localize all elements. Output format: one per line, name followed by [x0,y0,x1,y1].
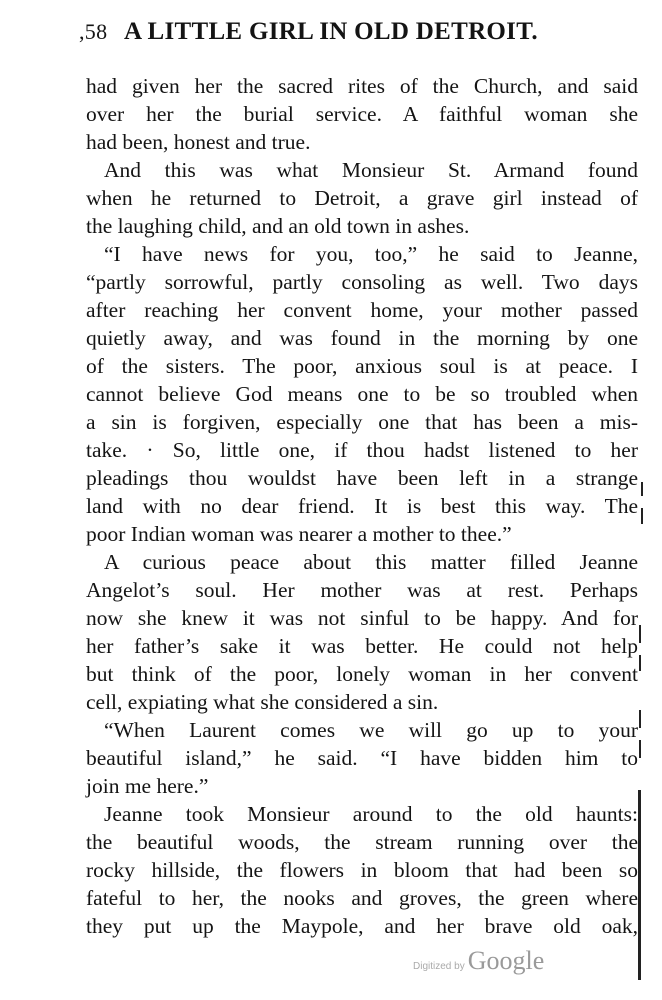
digitized-by-label: Digitized by [413,961,465,972]
text-line: over her the burial service. A faithful woman she [86,102,638,126]
scan-edge-mark [639,625,641,643]
text-line: a sin is forgiven, especially one that has been a mis- [86,410,638,434]
text-line: now she knew it was not sinful to be happy. And for [86,606,638,630]
running-header [79,18,538,46]
text-line: “I have news for you, too,” he said to Jeanne, [104,242,638,266]
text-line: join me here.” [86,774,209,798]
text-line: but think of the poor, lonely woman in her convent [86,662,638,686]
scan-edge-mark [641,508,643,524]
text-line: cannot believe God means one to be so troubled when [86,382,638,406]
text-line: after reaching her convent home, your mother passed [86,298,638,322]
text-line: Angelot’s soul. Her mother was at rest. Perhaps [86,578,638,602]
text-line: of the sisters. The poor, anxious soul is at peace. I [86,354,638,378]
text-line: poor Indian woman was nearer a mother to thee.” [86,522,512,546]
text-line: “When Laurent comes we will go up to your [104,718,638,742]
page-number: ,58 [79,19,108,44]
scan-edge-mark [641,482,643,496]
scan-edge-mark [639,740,641,758]
text-line: quietly away, and was found in the morning by one [86,326,638,350]
text-line: beautiful island,” he said. “I have bidden him to [86,746,638,770]
digitized-watermark [413,946,544,976]
text-line: had been, honest and true. [86,130,311,154]
text-line: And this was what Monsieur St. Armand found [104,158,638,182]
text-line: A curious peace about this matter filled Jeanne [104,550,638,574]
scan-edge-mark [639,710,641,728]
text-line: land with no dear friend. It is best this way. The [86,494,638,518]
text-line: her father’s sake it was better. He could not help [86,634,638,658]
text-line: rocky hillside, the flowers in bloom that had been so [86,858,638,882]
text-line: the beautiful woods, the stream running over the [86,830,638,854]
text-line: cell, expiating what she considered a sin. [86,690,439,714]
text-line: “partly sorrowful, partly consoling as well. Two days [86,270,638,294]
text-line: they put up the Maypole, and her brave old oak, [86,914,638,938]
text-line: fateful to her, the nooks and groves, the green where [86,886,638,910]
scan-edge-mark [639,655,641,671]
running-title: A LITTLE GIRL IN OLD DETROIT. [123,18,538,45]
google-logo-text: Google [467,946,545,975]
scan-edge-mark [638,790,641,980]
text-line: Jeanne took Monsieur around to the old haunts: [104,802,638,826]
text-line: pleadings thou wouldst have been left in a strange [86,466,638,490]
page-body-text [86,72,638,940]
text-line: the laughing child, and an old town in ashes. [86,214,470,238]
text-line: had given her the sacred rites of the Church, and said [86,74,638,98]
text-line: when he returned to Detroit, a grave girl instead of [86,186,638,210]
text-line: take. · So, little one, if thou hadst listened to her [86,438,638,462]
